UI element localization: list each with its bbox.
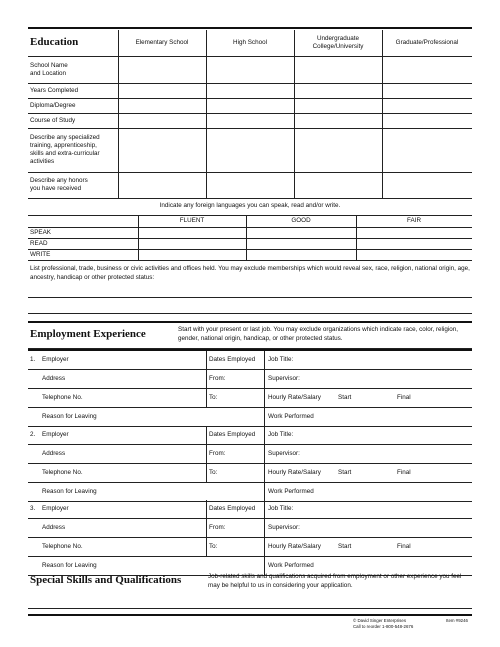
lang-header-fluent: FLUENT	[179, 217, 205, 225]
emp-start-label: Start	[338, 543, 352, 551]
emp-supervisor-label: Supervisor:	[268, 450, 300, 458]
emp-work-performed-label: Work Performed	[268, 562, 314, 570]
emp-employer-label: Employer	[42, 356, 69, 364]
edu-row-diploma: Diploma/Degree	[30, 101, 76, 109]
skills-bottom-rule	[28, 614, 472, 616]
emp-to-label: To:	[209, 394, 218, 402]
emp-entry-number: 1.	[30, 356, 36, 364]
skills-title: Special Skills and Qualifications	[30, 574, 182, 586]
emp-start-label: Start	[338, 469, 352, 477]
emp-supervisor-label: Supervisor:	[268, 375, 300, 383]
emp-address-label: Address	[42, 524, 66, 532]
emp-job-title-label: Job Title:	[268, 505, 294, 513]
employment-instructions: Start with your present or last job. You may exclude organizations which indicate race, color, religion, gender, national origin, handicap, or other protected status.	[178, 326, 459, 343]
lang-row-write: WRITE	[30, 250, 51, 258]
edu-row-school-name: School Name and Location	[30, 61, 68, 77]
edu-col-divider	[118, 30, 119, 198]
footer-reorder: Call to reorder 1-800-548-2676	[353, 624, 414, 629]
emp-start-label: Start	[338, 394, 352, 402]
emp-dates-label: Dates Employed	[209, 431, 256, 439]
edu-col-elementary: Elementary School	[135, 39, 189, 47]
emp-dates-label: Dates Employed	[209, 356, 256, 364]
emp-entry-number: 2.	[30, 431, 36, 439]
lang-row-read: READ	[30, 239, 48, 247]
edu-col-divider	[382, 30, 383, 198]
emp-reason-label: Reason for Leaving	[42, 562, 97, 570]
edu-rule	[28, 198, 472, 199]
footer-item-number: Item #9246	[446, 618, 468, 623]
emp-telephone-label: Telephone No.	[42, 394, 83, 402]
employment-title: Employment Experience	[30, 328, 146, 340]
emp-work-performed-label: Work Performed	[268, 413, 314, 421]
activities-prompt: List professional, trade, business or civic activities and offices held. You may exclude memberships which would reveal sex, race, religion, national origin, age, ancestry, handicap or other protected status:	[30, 265, 470, 282]
emp-final-label: Final	[397, 469, 411, 477]
lang-rule	[28, 260, 472, 261]
edu-col-high-school: High School	[233, 39, 267, 47]
skills-write-line	[28, 608, 472, 609]
emp-rate-label: Hourly Rate/Salary	[268, 469, 321, 477]
emp-col-divider	[264, 351, 265, 426]
emp-col-divider	[206, 500, 207, 557]
emp-from-label: From:	[209, 524, 226, 532]
emp-entry-number: 3.	[30, 505, 36, 513]
edu-col-graduate: Graduate/Professional	[395, 39, 459, 47]
emp-employer-label: Employer	[42, 505, 69, 513]
edu-row-course: Course of Study	[30, 116, 76, 124]
edu-col-divider	[294, 30, 295, 198]
emp-rate-label: Hourly Rate/Salary	[268, 543, 321, 551]
activities-write-line	[28, 297, 472, 298]
emp-from-label: From:	[209, 450, 226, 458]
emp-reason-label: Reason for Leaving	[42, 413, 97, 421]
emp-col-divider	[264, 426, 265, 501]
edu-row-honors: Describe any honors you have received	[30, 177, 88, 192]
emp-address-label: Address	[42, 450, 66, 458]
footer-publisher: © David Singer Enterprises	[353, 618, 407, 623]
emp-from-label: From:	[209, 375, 226, 383]
skills-instructions: Job-related skills and qualifications acquired from employment or other experience you feel may be helpful to us in considering your application.	[208, 573, 462, 590]
emp-col-divider	[206, 426, 207, 483]
employment-top-rule	[28, 321, 472, 323]
education-title: Education	[30, 36, 79, 48]
education-top-rule	[28, 27, 472, 29]
emp-telephone-label: Telephone No.	[42, 469, 83, 477]
emp-supervisor-label: Supervisor:	[268, 524, 300, 532]
edu-col-undergraduate: Undergraduate College/University	[312, 35, 364, 50]
activities-write-line	[28, 313, 472, 314]
lang-header-good: GOOD	[291, 217, 311, 225]
emp-to-label: To:	[209, 469, 218, 477]
edu-row-specialized-training: Describe any specialized training, apprenticeship, skills and extra-curricular activities	[30, 134, 100, 165]
emp-work-performed-label: Work Performed	[268, 488, 314, 496]
emp-rate-label: Hourly Rate/Salary	[268, 394, 321, 402]
emp-to-label: To:	[209, 543, 218, 551]
emp-employer-label: Employer	[42, 431, 69, 439]
emp-col-divider	[264, 500, 265, 575]
lang-row-speak: SPEAK	[30, 228, 51, 236]
edu-row-years: Years Completed	[30, 86, 79, 94]
emp-job-title-label: Job Title:	[268, 431, 294, 439]
emp-dates-label: Dates Employed	[209, 505, 256, 513]
edu-col-divider	[206, 30, 207, 198]
emp-job-title-label: Job Title:	[268, 356, 294, 364]
emp-reason-label: Reason for Leaving	[42, 488, 97, 496]
lang-header-fair: FAIR	[407, 217, 421, 225]
emp-col-divider	[206, 351, 207, 408]
emp-final-label: Final	[397, 394, 411, 402]
emp-telephone-label: Telephone No.	[42, 543, 83, 551]
emp-address-label: Address	[42, 375, 66, 383]
emp-final-label: Final	[397, 543, 411, 551]
languages-prompt: Indicate any foreign languages you can speak, read and/or write.	[159, 202, 341, 209]
